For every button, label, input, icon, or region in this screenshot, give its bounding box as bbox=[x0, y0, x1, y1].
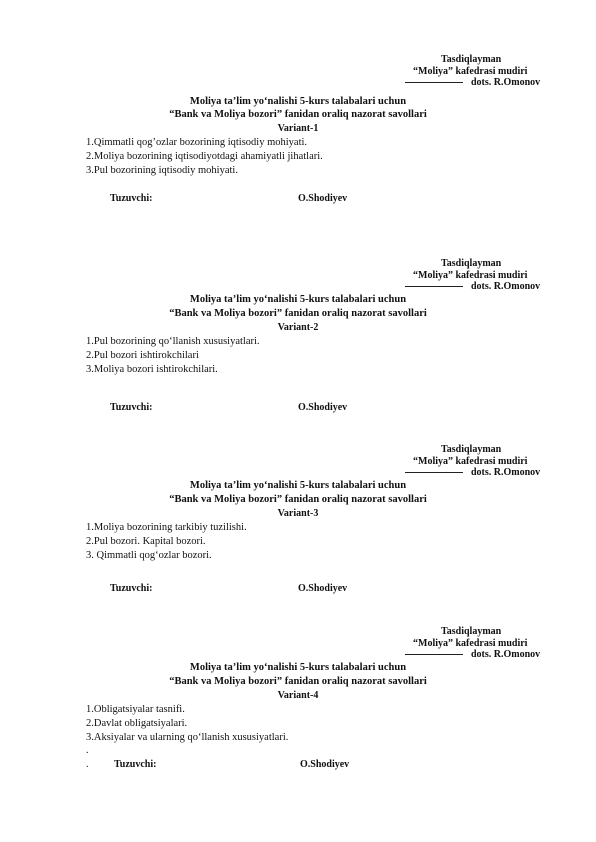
signature-line bbox=[405, 286, 463, 287]
signature-line bbox=[405, 472, 463, 473]
author-name: O.Shodiyev bbox=[300, 759, 350, 770]
approval-signature bbox=[405, 77, 540, 89]
question-3: 3.Moliya bozori ishtirokchilari. bbox=[86, 364, 218, 375]
approval-signature bbox=[405, 467, 540, 479]
approval-department: “Moliya” kafedrasi mudiri bbox=[413, 456, 528, 467]
approval-head-name: dots. R.Omonov bbox=[471, 77, 541, 88]
author-name: O.Shodiyev bbox=[298, 193, 348, 204]
exam-title-line-1: Moliya ta’lim yo‘nalishi 5-kurs talabalari uchun bbox=[189, 662, 407, 673]
approval-department: “Moliya” kafedrasi mudiri bbox=[413, 66, 528, 77]
author-name: O.Shodiyev bbox=[298, 402, 348, 413]
approval-department: “Moliya” kafedrasi mudiri bbox=[413, 638, 528, 649]
variant-label: Variant-4 bbox=[277, 690, 319, 701]
question-3: 3. Qimmatli qog‘ozlar bozori. bbox=[86, 550, 212, 561]
variant-block-4 bbox=[0, 626, 596, 796]
approval-title: Tasdiqlayman bbox=[441, 626, 502, 637]
approval-head-name: dots. R.Omonov bbox=[471, 649, 541, 660]
variant-label: Variant-1 bbox=[277, 123, 319, 134]
approval-title: Tasdiqlayman bbox=[441, 258, 502, 269]
variant-block-2 bbox=[0, 258, 596, 428]
question-3: 3.Pul bozorining iqtisodiy mohiyati. bbox=[86, 165, 238, 176]
author-name: O.Shodiyev bbox=[298, 583, 348, 594]
variant-block-1 bbox=[0, 54, 596, 224]
approval-signature bbox=[405, 649, 540, 661]
question-1: 1.Obligatsiyalar tasnifi. bbox=[86, 704, 185, 715]
question-2: 2.Moliya bozorining iqtisodiyotdagi ahamiyatli jihatlari. bbox=[86, 151, 323, 162]
variant-block-3 bbox=[0, 444, 596, 614]
exam-title-line-1: Moliya ta’lim yo‘nalishi 5-kurs talabalari uchun bbox=[189, 480, 407, 491]
author-label: Tuzuvchi: bbox=[110, 402, 153, 413]
exam-title-line-1: Moliya ta’lim yo‘nalishi 5-kurs talabalari uchun bbox=[189, 96, 407, 107]
question-1: 1.Pul bozorining qo‘llanish xususiyatlari. bbox=[86, 336, 260, 347]
variant-label: Variant-3 bbox=[277, 508, 319, 519]
question-3: 3.Aksiyalar va ularning qo‘llanish xususiyatlari. bbox=[86, 732, 289, 743]
question-2: 2.Davlat obligatsiyalari. bbox=[86, 718, 188, 729]
author-label: Tuzuvchi: bbox=[110, 193, 153, 204]
author-prefix-dot: . bbox=[86, 759, 89, 770]
author-label: Tuzuvchi: bbox=[114, 759, 157, 770]
question-2: 2.Pul bozori ishtirokchilari bbox=[86, 350, 199, 361]
question-1: 1.Moliya bozorining tarkibiy tuzilishi. bbox=[86, 522, 247, 533]
exam-title-line-2: “Bank va Moliya bozori” fanidan oraliq nazorat savollari bbox=[169, 676, 427, 687]
signature-line bbox=[405, 82, 463, 83]
exam-title-line-2: “Bank va Moliya bozori” fanidan oraliq nazorat savollari bbox=[169, 494, 427, 505]
exam-title-line-1: Moliya ta’lim yo‘nalishi 5-kurs talabalari uchun bbox=[189, 294, 407, 305]
question-1: 1.Qimmatli qog’ozlar bozorining iqtisodiy mohiyati. bbox=[86, 137, 308, 148]
question-2: 2.Pul bozori. Kapital bozori. bbox=[86, 536, 206, 547]
approval-department: “Moliya” kafedrasi mudiri bbox=[413, 270, 528, 281]
approval-head-name: dots. R.Omonov bbox=[471, 281, 541, 292]
stray-dot: . bbox=[86, 745, 89, 756]
approval-signature bbox=[405, 281, 540, 293]
exam-title-line-2: “Bank va Moliya bozori” fanidan oraliq nazorat savollari bbox=[169, 308, 427, 319]
approval-title: Tasdiqlayman bbox=[441, 444, 502, 455]
signature-line bbox=[405, 654, 463, 655]
variant-label: Variant-2 bbox=[277, 322, 319, 333]
approval-title: Tasdiqlayman bbox=[441, 54, 502, 65]
author-label: Tuzuvchi: bbox=[110, 583, 153, 594]
exam-title-line-2: “Bank va Moliya bozori” fanidan oraliq nazorat savollari bbox=[169, 109, 427, 120]
approval-head-name: dots. R.Omonov bbox=[471, 467, 541, 478]
